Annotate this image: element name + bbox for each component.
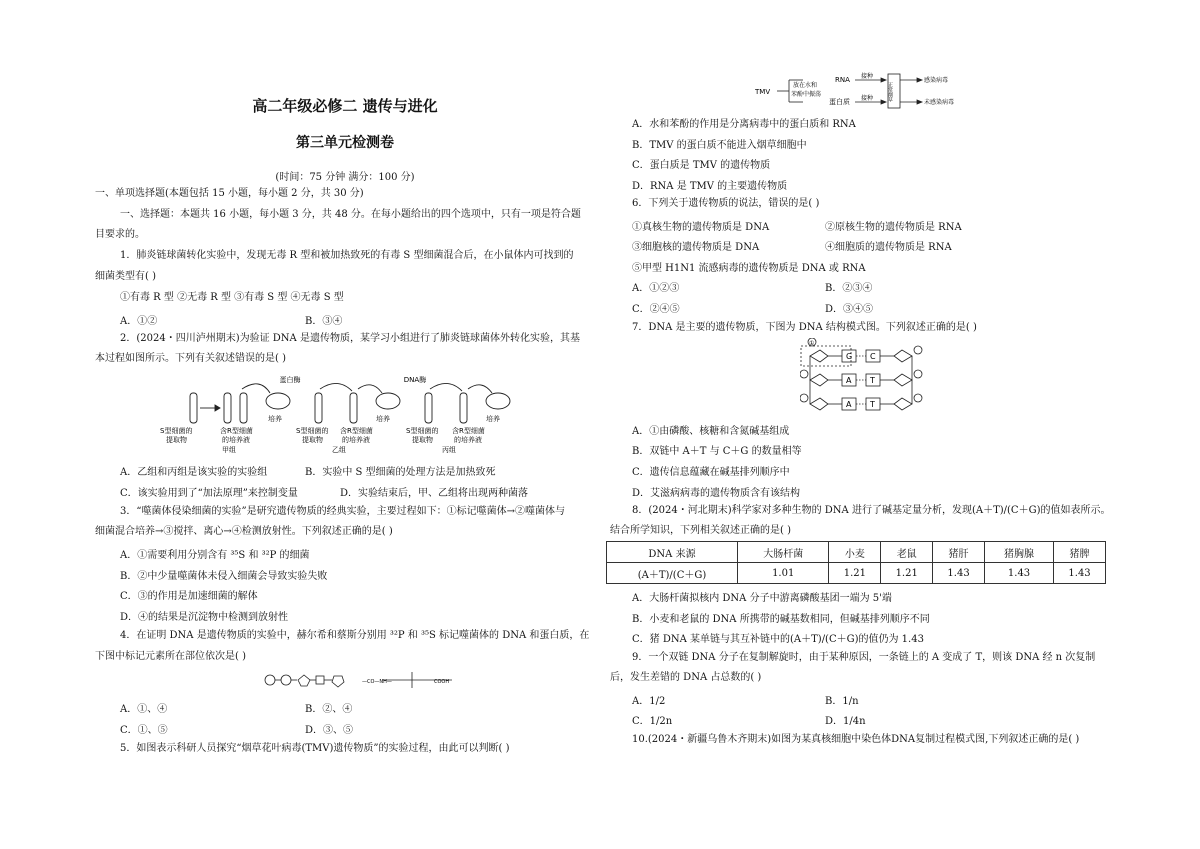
q2-option-a: A．乙组和丙组是该实验的实验组 — [120, 467, 268, 478]
r-medium-label-a: 含R型细菌 — [220, 427, 253, 435]
q8-option-a: A．大肠杆菌拟核内 DNA 分子中游离磷酸基团一端为 5'端 — [632, 593, 892, 604]
tobacco-label: 正常烟草 — [887, 82, 893, 102]
table-cell: 1.21 — [881, 563, 933, 584]
q6-option-d: D．③④⑤ — [825, 304, 874, 315]
peptide-end-text: COOH — [434, 679, 450, 685]
s-extract-label-c2: 提取物 — [412, 436, 433, 444]
question-8-cont: 结合所学知识，下列相关叙述正确的是( ) — [610, 525, 791, 536]
table-cell: (A＋T)/(C＋G) — [607, 563, 738, 584]
r-medium-label-c: 含R型细菌 — [452, 427, 485, 435]
q6-option-c: C．②④⑤ — [632, 304, 680, 315]
dna-part-1-label: ① — [809, 340, 815, 347]
page-title: 高二年级必修二 遗传与进化 — [252, 97, 438, 115]
q2-option-c: C．该实验用到了“加法原理”来控制变量 — [120, 488, 298, 499]
peptide-chain-text: —CO—NH— — [362, 679, 392, 685]
nucleotide-amino-acid-figure — [262, 668, 462, 694]
section-instruction-cont: 目要求的。 — [95, 229, 145, 240]
q2-option-b: B．实验中 S 型细菌的处理方法是加热致死 — [305, 467, 496, 478]
tmv-experiment-figure — [755, 72, 985, 110]
q8-option-b: B．小麦和老鼠的 DNA 所携带的碱基数相同，但碱基排列顺序不同 — [632, 614, 930, 625]
question-3-cont: 细菌混合培养→③搅拌、离心→④检测放射性。下列叙述正确的是( ) — [95, 526, 393, 537]
exam-meta: (时间：75 分钟 满分：100 分) — [275, 172, 415, 183]
q6-item-3: ③细胞核的遗传物质是 DNA — [632, 242, 760, 253]
q4-option-d: D．③、⑤ — [305, 725, 354, 736]
q6-option-a: A．①②③ — [632, 283, 680, 294]
r-medium-label-b: 含R型细菌 — [340, 427, 373, 435]
table-cell: 1.43 — [984, 563, 1053, 584]
culture-label-c: 培养 — [486, 415, 500, 423]
dnase-label: DNA酶 — [403, 376, 427, 384]
base-c-label: C — [870, 352, 876, 361]
s-extract-label-b: S型细菌的 — [296, 427, 329, 435]
question-6: 6．下列关于遗传物质的说法，错误的是( ) — [632, 198, 820, 209]
s-extract-label-a: S型细菌的 — [160, 427, 193, 435]
table-row — [607, 563, 1106, 584]
r-medium-label-b2: 的培养液 — [342, 436, 370, 444]
question-10: 10.(2024・新疆乌鲁木齐期末)如图为某真核细胞中染色体DNA复制过程模式图,下列叙述正确的是( ) — [632, 734, 1080, 745]
table-header-cell: 大肠杆菌 — [738, 542, 829, 563]
group-c-label: 丙组 — [442, 446, 456, 454]
q6-item-2: ②原核生物的遗传物质是 RNA — [825, 222, 962, 233]
q5-option-d: D．RNA 是 TMV 的主要遗传物质 — [632, 181, 788, 192]
table-header-cell: 老鼠 — [881, 542, 933, 563]
question-4-cont: 下图中标记元素所在部位依次是( ) — [95, 651, 246, 662]
question-9-cont: 后，发生差错的 DNA 占总数的( ) — [610, 672, 762, 683]
base-a-label-2: A — [846, 400, 852, 409]
q3-option-b: B．②中少量噬菌体未侵入细菌会导致实验失败 — [120, 571, 328, 582]
table-header-cell: 猪肝 — [933, 542, 985, 563]
table-cell: 1.21 — [829, 563, 881, 584]
q5-option-a: A．水和苯酚的作用是分离病毒中的蛋白质和 RNA — [632, 119, 856, 130]
s-extract-label-a2: 提取物 — [166, 436, 187, 444]
q3-option-d: D．④的结果是沉淀物中检测到放射性 — [120, 612, 289, 623]
q1-option-b: B．③④ — [305, 316, 343, 327]
q4-option-b: B．②、④ — [305, 704, 353, 715]
transformation-experiment-figure — [160, 375, 520, 455]
q6-item-4: ④细胞质的遗传物质是 RNA — [825, 242, 952, 253]
q2-option-d: D．实验结束后，甲、乙组将出现两种菌落 — [340, 488, 529, 499]
q9-option-b: B．1/n — [825, 696, 859, 707]
question-2: 2．(2024・四川泸州期末)为验证 DNA 是遗传物质，某学习小组进行了肺炎链球菌体外转化实验，其基 — [120, 333, 580, 344]
q9-option-c: C．1/2n — [632, 716, 673, 727]
s-extract-label-b2: 提取物 — [302, 436, 323, 444]
q5-option-c: C．蛋白质是 TMV 的遗传物质 — [632, 160, 771, 171]
base-a-label-1: A — [846, 376, 852, 385]
q6-item-1: ①真核生物的遗传物质是 DNA — [632, 222, 770, 233]
table-header-row — [607, 542, 1106, 563]
page-subtitle: 第三单元检测卷 — [296, 135, 394, 151]
tmv-step-label-2: 苯酚中振荡 — [791, 91, 822, 98]
group-a-label: 甲组 — [222, 446, 236, 454]
q7-option-b: B．双链中 A＋T 与 C＋G 的数量相等 — [632, 446, 802, 457]
q3-option-c: C．③的作用是加速细菌的解体 — [120, 591, 258, 602]
not-infected-label: 未感染病毒 — [924, 99, 955, 106]
q6-option-b: B．②③④ — [825, 283, 873, 294]
q4-option-c: C．①、⑤ — [120, 725, 168, 736]
tmv-label: TMV — [755, 88, 771, 96]
q7-option-d: D．艾滋病病毒的遗传物质含有该结构 — [632, 488, 801, 499]
question-4: 4．在证明 DNA 是遗传物质的实验中，赫尔希和蔡斯分别用 ³²P 和 ³⁵S 标记噬菌体的 DNA 和蛋白质，在 — [120, 630, 590, 641]
table-cell: 1.01 — [738, 563, 829, 584]
table-header-cell: 猪脾 — [1054, 542, 1106, 563]
question-7: 7．DNA 是主要的遗传物质，下图为 DNA 结构模式图。下列叙述正确的是( ) — [632, 322, 977, 333]
section-instruction: 一、选择题：本题共 16 小题，每小题 3 分，共 48 分。在每小题给出的四个选项中，只有一项是符合题 — [120, 209, 581, 220]
table-header-cell: 小麦 — [829, 542, 881, 563]
question-2-cont: 本过程如图所示。下列有关叙述错误的是( ) — [95, 353, 286, 364]
q7-option-c: C．遗传信息蕴藏在碱基排列顺序中 — [632, 467, 790, 478]
inoculate-label-1: 接种 — [861, 73, 874, 80]
q4-option-a: A．①、④ — [120, 704, 168, 715]
table-cell: 1.43 — [933, 563, 985, 584]
tmv-step-label: 放在水和 — [793, 82, 818, 89]
inoculate-label-2: 接种 — [861, 95, 874, 102]
q1-option-a: A．①② — [120, 316, 158, 327]
question-1-items: ①有毒 R 型 ②无毒 R 型 ③有毒 S 型 ④无毒 S 型 — [120, 292, 344, 303]
base-g-label: G — [846, 352, 853, 361]
question-1-cont: 细菌类型有( ) — [95, 271, 156, 282]
s-extract-label-c: S型细菌的 — [406, 427, 439, 435]
base-t-label-1: T — [870, 376, 875, 385]
q3-option-a: A．①需要利用分别含有 ³⁵S 和 ³²P 的细菌 — [120, 550, 310, 561]
question-1: 1．肺炎链球菌转化实验中，发现无毒 R 型和被加热致死的有毒 S 型细菌混合后，在小鼠体内可找到的 — [120, 250, 574, 261]
q5-option-b: B．TMV 的蛋白质不能进入烟草细胞中 — [632, 140, 807, 151]
rna-label: RNA — [835, 76, 850, 84]
q8-option-c: C．猪 DNA 某单链与其互补链中的(A＋T)/(C＋G)的值仍为 1.43 — [632, 634, 924, 645]
group-b-label: 乙组 — [332, 446, 346, 454]
dna-structure-figure — [800, 338, 940, 414]
q7-option-a: A．①由磷酸、核糖和含氮碱基组成 — [632, 426, 790, 437]
question-5: 5．如图表示科研人员探究“烟草花叶病毒(TMV)遗传物质”的实验过程，由此可以判断( ) — [120, 743, 510, 754]
culture-label-a: 培养 — [268, 415, 282, 423]
question-3: 3．“噬菌体侵染细菌的实验”是研究遗传物质的经典实验，主要过程如下：①标记噬菌体→②噬菌体与 — [120, 506, 565, 517]
q6-item-5: ⑤甲型 H1N1 流感病毒的遗传物质是 DNA 或 RNA — [632, 263, 866, 274]
r-medium-label-c2: 的培养液 — [454, 436, 482, 444]
protein-label: 蛋白质 — [829, 98, 850, 106]
table-header-cell: 猪胸腺 — [984, 542, 1053, 563]
protease-label: 蛋白酶 — [279, 376, 301, 384]
culture-label-b: 培养 — [376, 415, 390, 423]
question-9: 9．一个双链 DNA 分子在复制解旋时，由于某种原因，一条链上的 A 变成了 T，则该 DNA 经 n 次复制 — [632, 652, 1096, 663]
r-medium-label-a2: 的培养液 — [222, 436, 250, 444]
table-cell: 1.43 — [1054, 563, 1106, 584]
q9-option-d: D．1/4n — [825, 716, 866, 727]
infected-label: 感染病毒 — [924, 77, 949, 84]
base-t-label-2: T — [870, 400, 875, 409]
base-ratio-table — [606, 541, 1106, 584]
section-heading: 一、单项选择题(本题包括 15 小题，每小题 2 分，共 30 分) — [95, 188, 364, 199]
table-header-cell: DNA 来源 — [607, 542, 738, 563]
q9-option-a: A．1/2 — [632, 696, 666, 707]
question-8: 8．(2024・河北期末)科学家对多种生物的 DNA 进行了碱基定量分析，发现(A＋T)/(C＋G)的值如表所示。 — [632, 505, 1111, 516]
